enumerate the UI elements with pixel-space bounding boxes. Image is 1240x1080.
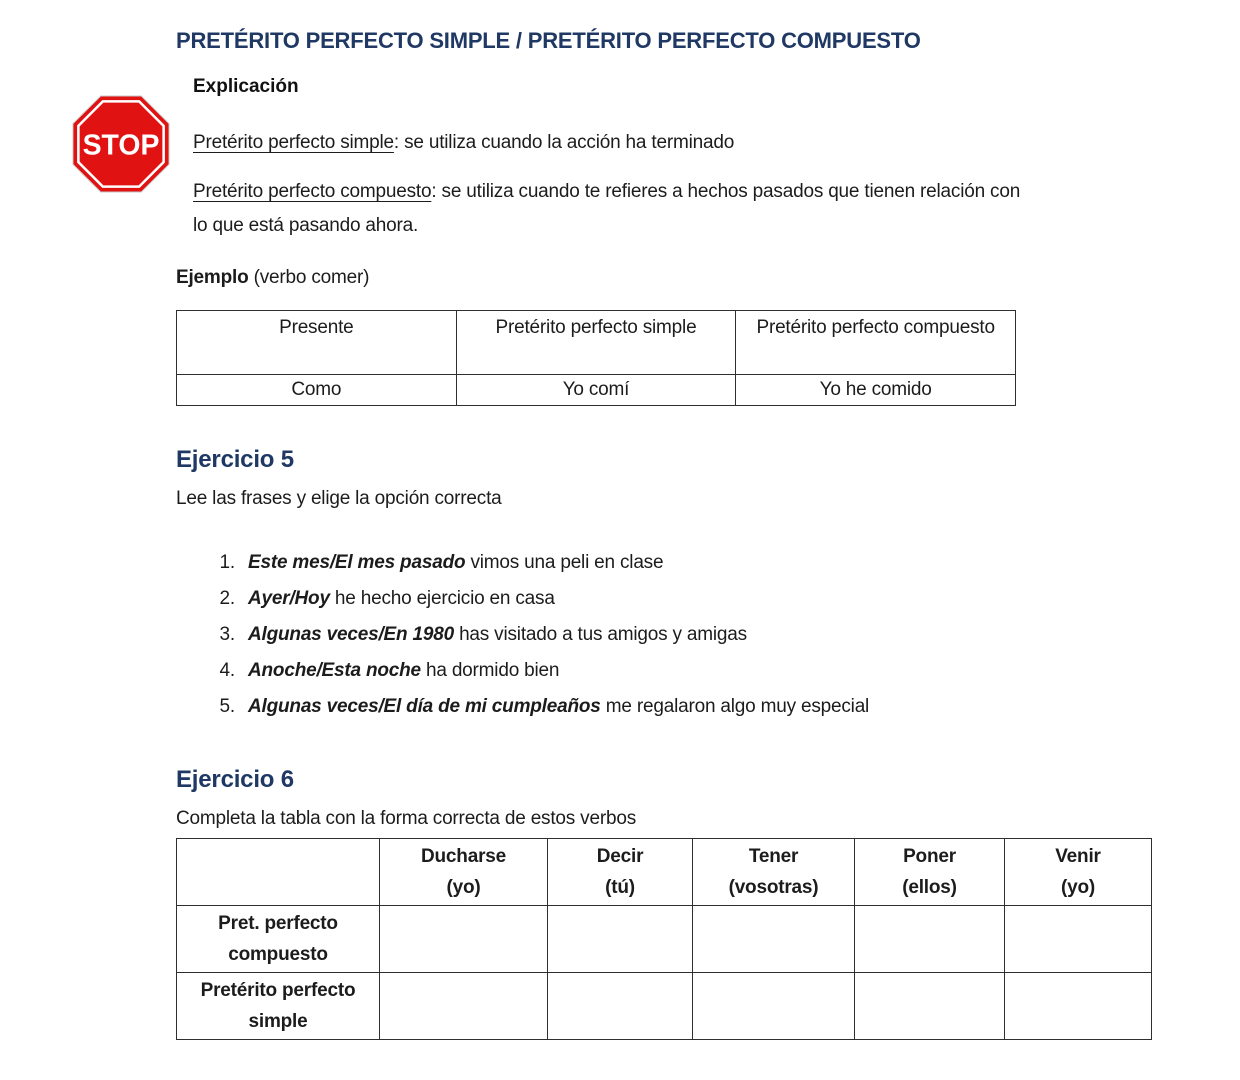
verb-pronoun: (tú) — [605, 877, 635, 898]
verb-header-poner — [855, 839, 1005, 906]
explanation-section — [193, 76, 1033, 243]
answer-cell-empty — [693, 906, 855, 973]
example-label — [176, 267, 1156, 289]
answer-cell-empty — [548, 906, 693, 973]
example-label-bold: Ejemplo — [176, 267, 249, 288]
explanation-item-simple — [193, 126, 1033, 160]
example-label-rest: (verbo comer) — [248, 267, 370, 288]
example-header-perfecto-compuesto: Pretérito perfecto compuesto — [736, 311, 1016, 375]
definition-compuesto: : se utiliza cuando te refieres a hechos pasados que tienen relación con lo que está pasando ahora. — [193, 181, 1021, 236]
example-cell-presente: Como — [177, 375, 457, 406]
verb-name: Ducharse — [421, 846, 506, 867]
verb-conjugation-table — [176, 838, 1152, 1040]
exercise-5-item-2 — [240, 588, 1156, 610]
answer-cell-empty — [855, 906, 1005, 973]
row-label-preterito-perfecto-simple: Pretérito perfecto simple — [177, 973, 380, 1040]
item-5-options: Algunas veces/El día de mi cumpleaños — [248, 696, 601, 717]
exercise-5-heading: Ejercicio 5 — [176, 446, 294, 473]
answer-cell-empty — [380, 906, 548, 973]
verb-header-tener — [693, 839, 855, 906]
row-label-pret-perfecto-compuesto: Pret. perfecto compuesto — [177, 906, 380, 973]
verb-name: Poner — [903, 846, 956, 867]
exercise-6-section — [176, 766, 1156, 1040]
example-cell-perfecto-compuesto: Yo he comido — [736, 375, 1016, 406]
exercise-6-instruction: Completa la tabla con la forma correcta de estos verbos — [176, 808, 637, 829]
verb-header-venir — [1005, 839, 1152, 906]
definition-simple: : se utiliza cuando la acción ha terminado — [393, 132, 735, 153]
verb-table-corner-cell — [177, 839, 380, 906]
exercise-5-item-3 — [240, 624, 1156, 646]
answer-cell-empty — [380, 973, 548, 1040]
exercise-5-list — [216, 552, 1156, 718]
exercise-6-heading: Ejercicio 6 — [176, 766, 294, 793]
answer-cell-empty — [855, 973, 1005, 1040]
item-4-options: Anoche/Esta noche — [248, 660, 421, 681]
verb-table-header-row — [177, 839, 1152, 906]
verb-header-ducharse — [380, 839, 548, 906]
item-2-options: Ayer/Hoy — [248, 588, 330, 609]
term-preterito-perfecto-simple: Pretérito perfecto simple — [193, 132, 394, 153]
stop-sign-icon — [72, 95, 170, 193]
verb-table-row-compuesto — [177, 906, 1152, 973]
answer-cell-empty — [693, 973, 855, 1040]
stop-sign-octagon — [72, 95, 170, 193]
verb-pronoun: (ellos) — [902, 877, 957, 898]
verb-pronoun: (yo) — [1060, 877, 1096, 898]
verb-table-row-simple — [177, 973, 1152, 1040]
example-header-presente: Presente — [177, 311, 457, 375]
answer-cell-empty — [1005, 906, 1152, 973]
item-1-rest: vimos una peli en clase — [465, 552, 664, 573]
verb-pronoun: (vosotras) — [728, 877, 819, 898]
item-3-rest: has visitado a tus amigos y amigas — [453, 624, 747, 645]
exercise-5-item-4 — [240, 660, 1156, 682]
term-preterito-perfecto-compuesto: Pretérito perfecto compuesto — [193, 181, 432, 202]
exercise-5-item-5 — [240, 696, 1156, 718]
exercise-5-section — [176, 446, 1156, 718]
exercise-5-instruction: Lee las frases y elige la opción correcta — [176, 488, 502, 509]
item-4-rest: ha dormido bien — [420, 660, 560, 681]
verb-header-decir — [548, 839, 693, 906]
item-2-rest: he hecho ejercicio en casa — [329, 588, 555, 609]
item-1-options: Este mes/El mes pasado — [248, 552, 466, 573]
answer-cell-empty — [548, 973, 693, 1040]
answer-cell-empty — [1005, 973, 1152, 1040]
item-5-rest: me regalaron algo muy especial — [600, 696, 870, 717]
example-cell-perfecto-simple: Yo comí — [456, 375, 736, 406]
example-table-data-row — [177, 375, 1016, 406]
verb-name: Tener — [748, 846, 799, 867]
example-table — [176, 310, 1016, 406]
page-title: PRETÉRITO PERFECTO SIMPLE / PRETÉRITO PERFECTO COMPUESTO — [176, 28, 921, 53]
example-table-header-row — [177, 311, 1016, 375]
exercise-5-item-1 — [240, 552, 1156, 574]
verb-pronoun: (yo) — [446, 877, 481, 898]
item-3-options: Algunas veces/En 1980 — [248, 624, 454, 645]
explanation-heading: Explicación — [193, 76, 299, 97]
verb-name: Venir — [1055, 846, 1101, 867]
example-header-perfecto-simple: Pretérito perfecto simple — [456, 311, 736, 375]
explanation-item-compuesto — [193, 175, 1033, 243]
stop-sign-label: STOP — [82, 129, 160, 162]
verb-name: Decir — [596, 846, 644, 867]
